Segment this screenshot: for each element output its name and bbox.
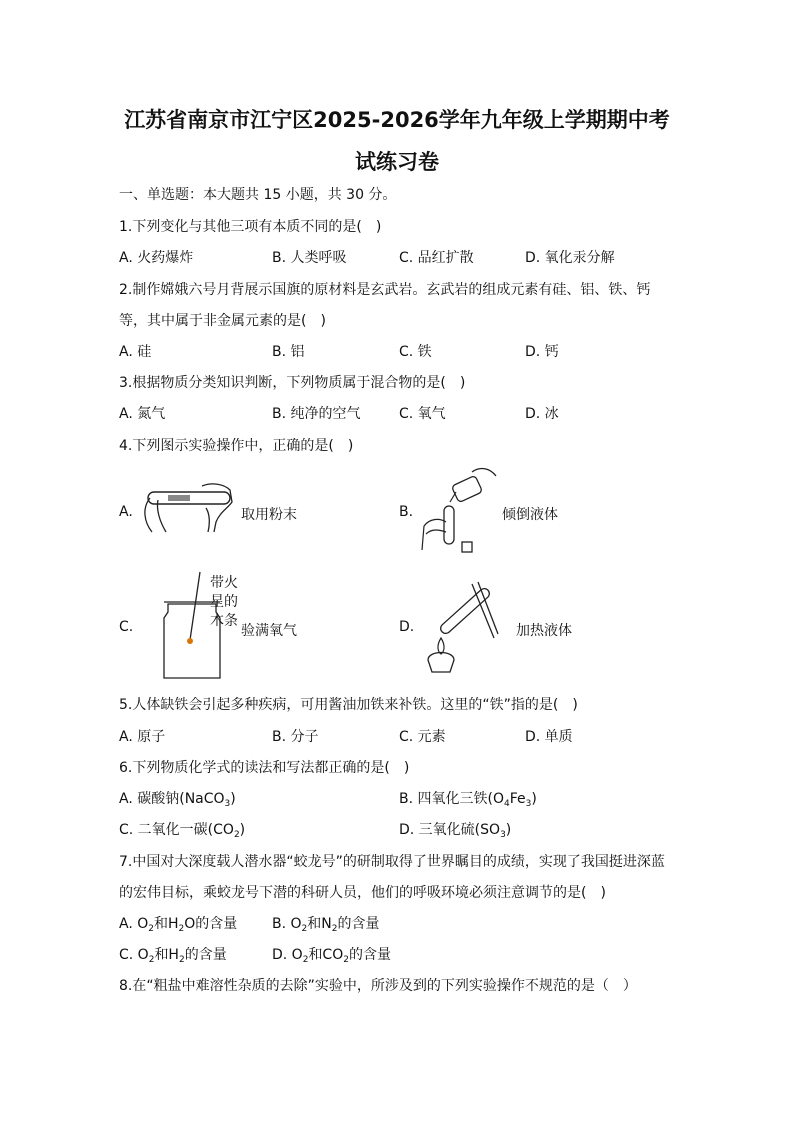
page-title-line2: 试练习卷 — [355, 150, 439, 174]
q7-option-d: D. $O_2$和$CO_2$的含量 — [272, 947, 391, 965]
q4-option-c-note-2: 星的 — [210, 594, 238, 610]
q2-option-b: B. 铝 — [272, 344, 305, 360]
q3-option-b: B. 纯净的空气 — [272, 406, 361, 422]
q6-stem: 6.下列物质化学式的读法和写法都正确的是( ) — [119, 760, 410, 776]
q4-option-a-letter: A. — [119, 504, 133, 520]
q4-option-d-letter: D. — [399, 619, 415, 635]
q4-option-c-letter: C. — [119, 619, 134, 635]
q4-option-c-note-3: 木条 — [210, 613, 238, 629]
q1-option-c: C. 品红扩散 — [399, 250, 474, 266]
q5-option-d: D. 单质 — [525, 729, 573, 745]
q4-option-b-caption: 倾倒液体 — [502, 507, 558, 523]
q1-option-a: A. 火药爆炸 — [119, 250, 194, 266]
page-title: 江苏省南京市江宁区2025-2026学年九年级上学期期中考 — [124, 108, 670, 132]
q3-stem: 3.根据物质分类知识判断，下列物质属于混合物的是( ) — [119, 375, 466, 391]
q7-option-b: B. $O_2$和$N_2$的含量 — [272, 916, 380, 934]
q1-option-d: D. 氧化汞分解 — [525, 250, 615, 266]
q6-option-a: A. 碳酸钠(NaCO$_3$) — [119, 791, 236, 809]
q2-stem-line1: 2.制作嫦娥六号月背展示国旗的原材料是玄武岩。玄武岩的组成元素有硅、铝、铁、钙 — [119, 282, 651, 298]
q4-option-d-figure — [420, 578, 500, 676]
q4-option-d-caption: 加热液体 — [516, 623, 572, 639]
q5-stem: 5.人体缺铁会引起多种疾病，可用酱油加铁来补铁。这里的“铁”指的是( ) — [119, 697, 578, 713]
q7-option-c: C. $O_2$和$H_2$的含量 — [119, 947, 227, 965]
q1-stem: 1.下列变化与其他三项有本质不同的是( ) — [119, 219, 382, 235]
q5-option-b: B. 分子 — [272, 729, 319, 745]
q3-option-c: C. 氧气 — [399, 406, 446, 422]
q5-option-c: C. 元素 — [399, 729, 446, 745]
q2-stem-line2: 等，其中属于非金属元素的是( ) — [119, 313, 326, 329]
q7-stem-line2: 的宏伟目标，乘蛟龙号下潜的科研人员，他们的呼吸环境必须注意调节的是( ) — [119, 885, 606, 901]
q3-option-d: D. 冰 — [525, 406, 559, 422]
q5-option-a: A. 原子 — [119, 729, 166, 745]
q8-stem: 8.在“粗盐中难溶性杂质的去除”实验中，所涉及到的下列实验操作不规范的是（ ） — [119, 978, 637, 994]
section-heading: 一、单选题：本大题共 15 小题，共 30 分。 — [119, 187, 397, 203]
q1-option-b: B. 人类呼吸 — [272, 250, 347, 266]
q4-option-a-figure — [140, 478, 240, 534]
q2-option-a: A. 硅 — [119, 344, 152, 360]
q4-option-b-figure — [420, 462, 500, 560]
q2-option-c: C. 铁 — [399, 344, 432, 360]
q7-stem-line1: 7.中国对大深度载人潜水器“蛟龙号”的研制取得了世界瞩目的成绩，实现了我国挺进深蓝 — [119, 854, 665, 870]
q4-option-a-caption: 取用粉末 — [241, 507, 297, 523]
q4-option-c-note-1: 带火 — [210, 575, 238, 591]
q6-option-d: D. 三氧化硫$(SO_3)$ — [399, 822, 512, 840]
q2-option-d: D. 钙 — [525, 344, 559, 360]
q4-option-c-caption: 验满氧气 — [241, 623, 297, 639]
q4-option-b-letter: B. — [399, 504, 414, 520]
q6-option-b: B. 四氧化三铁$(O_4Fe_3)$ — [399, 791, 537, 809]
q4-stem: 4.下列图示实验操作中，正确的是( ) — [119, 438, 354, 454]
q3-option-a: A. 氮气 — [119, 406, 166, 422]
q6-option-c: C. 二氧化一碳$(CO_2)$ — [119, 822, 246, 840]
q7-option-a: A. $O_2$和$H_2O$的含量 — [119, 916, 238, 934]
